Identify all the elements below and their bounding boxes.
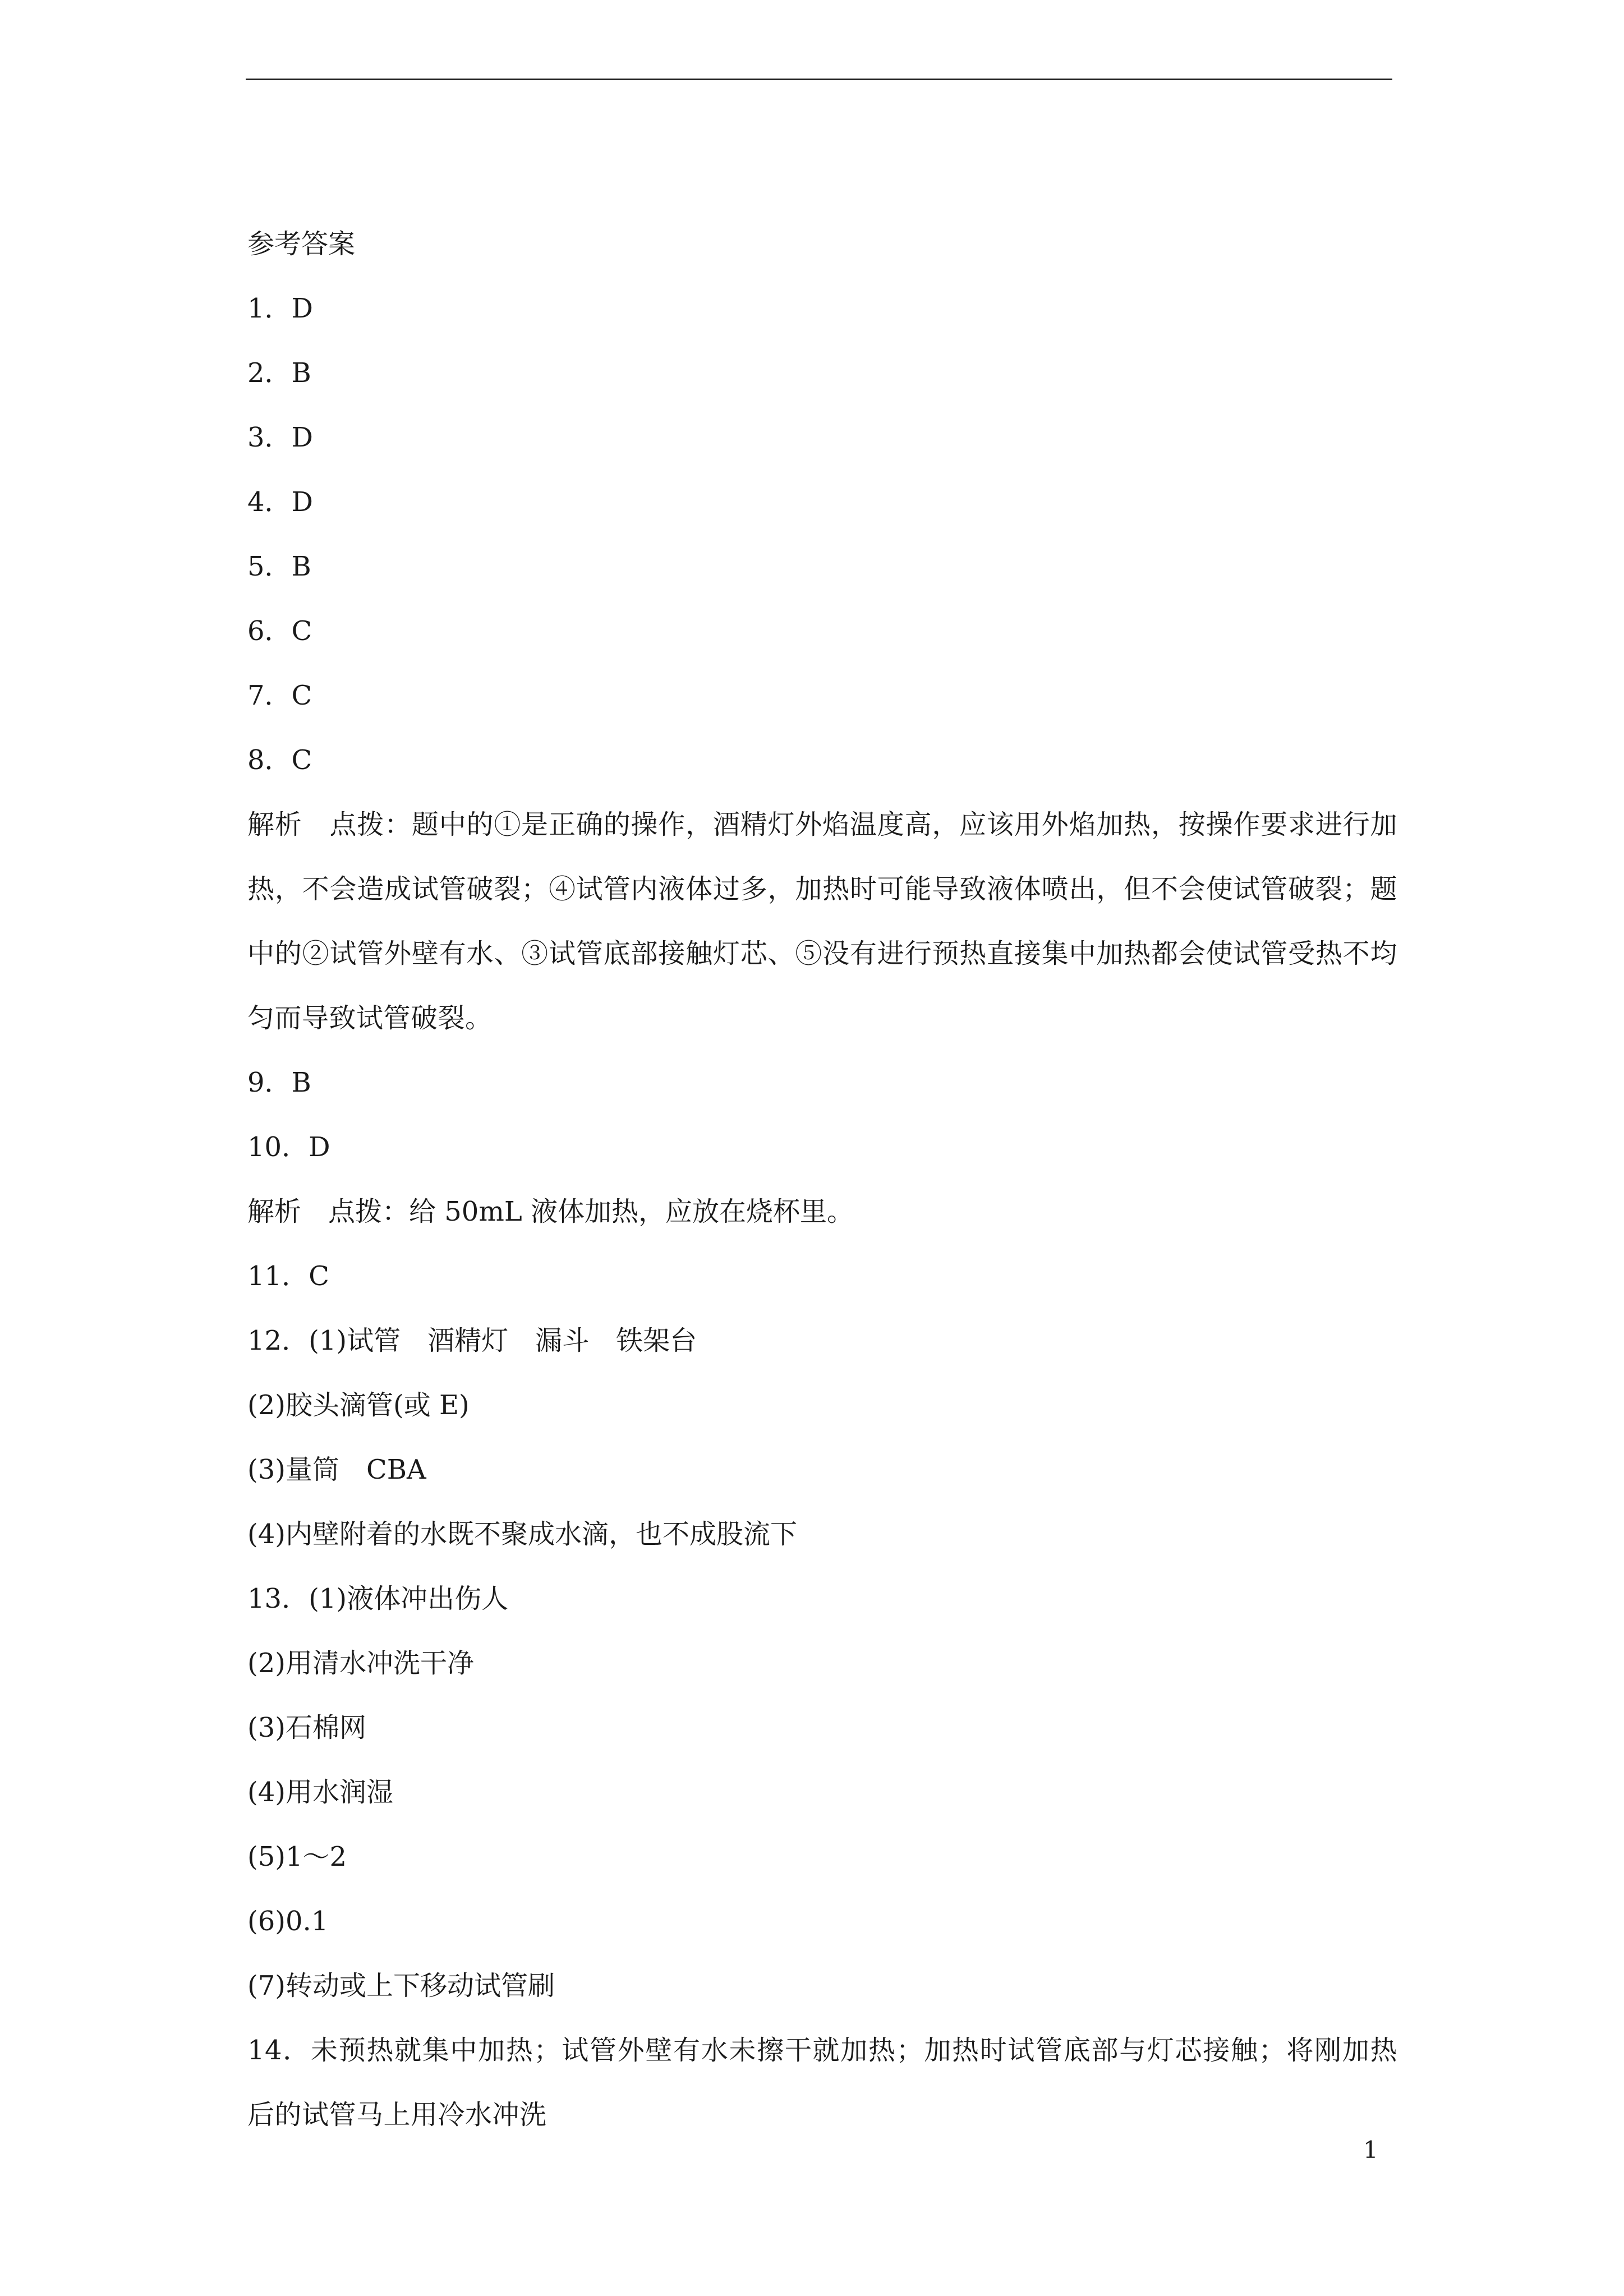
answer-13-part-4: (4)用水润湿: [247, 1777, 393, 1808]
answer-13-part-7: (7)转动或上下移动试管刷: [247, 1970, 555, 2001]
answer-10: 10．D: [247, 1131, 330, 1163]
analysis-8: 解析 点拨：题中的①是正确的操作，酒精灯外焰温度高，应该用外焰加热，按操作要求进行加热，不会造成试管破裂；④试管内液体过多，加热时可能导致液体喷出，但不会使试管破裂；题中的②试管外壁有水、③试管底部接触灯芯、⑤没有进行预热直接集中加热都会使试管受热不均匀而导致试管破裂。: [247, 809, 1397, 1034]
answer-13-part-1: 13．(1)液体冲出伤人: [247, 1583, 509, 1614]
answer-6: 6．C: [247, 615, 312, 647]
answer-9: 9．B: [247, 1067, 311, 1098]
answer-4: 4．D: [247, 486, 314, 518]
answer-7: 7．C: [247, 680, 312, 711]
analysis-10: 解析 点拨：给 50mL 液体加热，应放在烧杯里。: [247, 1196, 854, 1227]
answer-12-part-3: (3)量筒 CBA: [247, 1454, 426, 1485]
answer-8: 8．C: [247, 744, 312, 776]
answer-12-part-1: 12．(1)试管 酒精灯 漏斗 铁架台: [247, 1325, 697, 1356]
answer-key: [247, 212, 1397, 2147]
answer-12-part-4: (4)内壁附着的水既不聚成水滴，也不成股流下: [247, 1519, 797, 1550]
answer-11: 11．C: [247, 1260, 329, 1292]
answer-2: 2．B: [247, 357, 311, 389]
answer-5: 5．B: [247, 551, 311, 582]
answer-13-part-5: (5)1～2: [247, 1841, 347, 1872]
header-rule: [246, 79, 1392, 80]
answer-13-part-3: (3)石棉网: [247, 1712, 366, 1743]
answer-3: 3．D: [247, 422, 314, 453]
answer-13-part-2: (2)用清水冲洗干净: [247, 1648, 474, 1679]
answer-14: 14．未预热就集中加热；试管外壁有水未擦干就加热；加热时试管底部与灯芯接触；将刚加热后的试管马上用冷水冲洗: [247, 2035, 1397, 2131]
answer-13-part-6: (6)0.1: [247, 1906, 329, 1937]
section-title: 参考答案: [247, 228, 356, 260]
answer-1: 1．D: [247, 293, 314, 324]
page-number: 1: [1363, 2136, 1378, 2164]
answer-12-part-2: (2)胶头滴管(或 E): [247, 1389, 470, 1421]
